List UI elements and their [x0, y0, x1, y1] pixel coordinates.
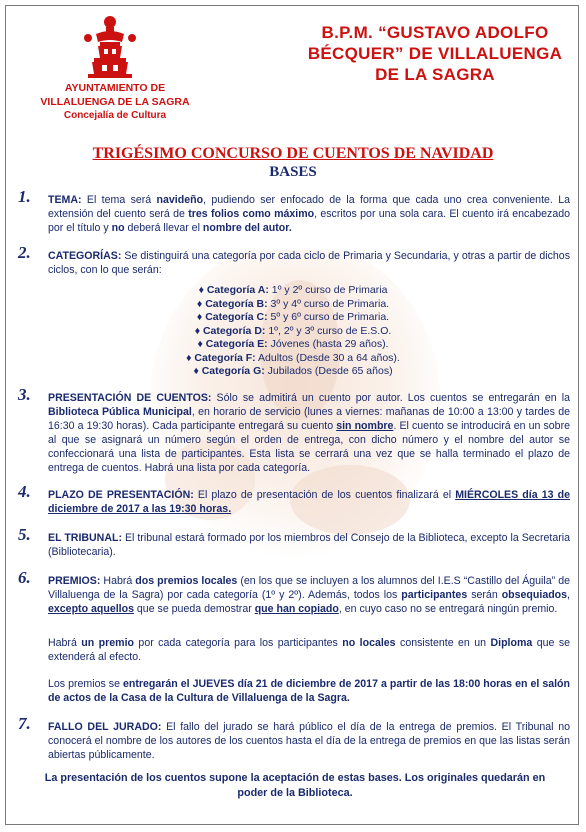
section-plazo [18, 482, 570, 516]
category-name: Categoría A: [206, 284, 269, 296]
category-desc: Jubilados (Desde 65 años) [264, 365, 393, 377]
bold-text: navideño [156, 194, 204, 206]
section-body [48, 531, 570, 559]
section-body [48, 488, 570, 516]
text: Sólo se admitirá un cuento por autor. Los cuentos se entregarán en la [211, 392, 570, 404]
category-desc: 1º y 2º curso de Primaria [268, 284, 388, 296]
bold-text: Biblioteca Pública Municipal [48, 406, 192, 418]
section-categorias [18, 243, 570, 277]
section-label: PRESENTACIÓN DE CUENTOS: [48, 392, 212, 404]
section-body [48, 574, 570, 616]
text: , en cuyo caso no se entregará ningún premio. [338, 603, 558, 615]
text: Habrá [48, 637, 82, 649]
library-name-line2: BÉCQUER” DE VILLALUENGA [307, 44, 563, 63]
document-title: TRIGÉSIMO CONCURSO DE CUENTOS DE NAVIDAD [92, 145, 494, 162]
coat-of-arms-logo [80, 14, 140, 80]
text: que se pueda demostrar [133, 603, 255, 615]
bold-text: un premio [81, 637, 134, 649]
text: El tema será [81, 194, 157, 206]
category-name: Categoría B: [205, 297, 268, 310]
section-label: PREMIOS: [48, 575, 101, 587]
category-name: Categoría G: [201, 365, 265, 377]
department-name: Concejalía de Cultura [63, 110, 167, 121]
text: El plazo de presentación de los cuentos finalizará el [193, 489, 456, 501]
text: (en los que se incluyen a los alumnos del I.E.S “Castillo del Águila” de Villaluenga de la Sagra) por cada categoría (1º y 2º). Además, todos los [48, 575, 570, 601]
text: Los premios se [48, 678, 123, 690]
list-item: ♦ Categoría G: Jubilados (Desde 65 años) [193, 365, 393, 377]
library-name-line3: DE LA SAGRA [375, 65, 495, 84]
section-body [48, 193, 570, 235]
deadline-text: MIÉRCOLES día 13 de diciembre de 2017 a las 19:30 horas. [48, 489, 570, 515]
section-label: EL TRIBUNAL: [48, 532, 122, 544]
category-name: Categoría E: [205, 338, 268, 350]
bold-text: obsequiados [501, 589, 568, 601]
text: por cada categoría para los participantes [134, 637, 343, 649]
text: serán [467, 589, 502, 601]
list-item: ♦ Categoría F: Adultos (Desde 30 a 64 años). [186, 351, 400, 364]
section-body [48, 677, 570, 705]
premios-paragraph-3 [18, 677, 570, 705]
section-label: CATEGORÍAS: [48, 250, 122, 262]
category-desc: 3º y 4º curso de Primaria. [267, 297, 390, 310]
section-number: 5. [18, 525, 31, 544]
text: El tribunal estará formado por los miembros del Consejo de la Biblioteca, excepto la Secretaria (Bibliotecaria). [48, 532, 570, 558]
municipality-header [20, 82, 210, 123]
list-item: ♦ Categoría E: Jóvenes (hasta 29 años). [197, 338, 389, 350]
category-desc: 5º y 6º curso de Primaria. [267, 311, 390, 323]
ayuntamiento-label: AYUNTAMIENTO DE [64, 82, 166, 94]
category-name: Categoría C: [205, 311, 268, 323]
text: Se distinguirá una categoría por cada ciclo de Primaria y Secundaria, y otras a partir de dichos ciclos, con lo que serán: [48, 250, 570, 276]
category-list [0, 284, 586, 379]
library-name-line1: B.P.M. “GUSTAVO ADOLFO [321, 23, 549, 42]
bold-text: dos premios locales [135, 575, 238, 587]
list-item: ♦ Categoría D: 1º, 2º y 3º curso de E.S.O. [194, 324, 392, 337]
category-name: Categoría D: [202, 324, 266, 337]
bold-text: Diploma [490, 637, 533, 649]
premios-paragraph-2 [18, 636, 570, 664]
section-number: 4. [18, 482, 31, 501]
municipality-name: VILLALUENGA DE LA SAGRA [40, 96, 190, 108]
section-label: TEMA: [48, 194, 82, 206]
section-presentacion [18, 385, 570, 475]
section-number: 7. [18, 714, 31, 733]
text: Habrá [100, 575, 136, 587]
text: El fallo del jurado se hará público el día de la entrega de premios. El Tribunal no conocerá el nombre de los autores de los cuentos hasta el día de la entrega de premios en que las listas serán abiertas públicamente. [48, 721, 570, 761]
bold-underlined-text: sin nombre [336, 420, 394, 432]
bold-text: nombre del autor. [202, 222, 292, 234]
bold-underlined-text: excepto aquellos [48, 603, 134, 615]
section-label: PLAZO DE PRESENTACIÓN: [48, 489, 194, 501]
section-number: 1. [18, 187, 31, 206]
section-premios [18, 568, 570, 616]
text: , en horario de servicio (lunes a viernes: mañanas de 10:00 a 13:00 y tardes de 16:30 a 19:30 horas). Cada participante entregará su cuento [48, 406, 570, 432]
text: consistente en un [395, 637, 491, 649]
section-label: FALLO DEL JURADO: [48, 721, 162, 733]
category-desc: 1º, 2º y 3º curso de E.S.O. [265, 324, 392, 337]
category-desc: Jóvenes (hasta 29 años). [267, 338, 389, 350]
section-tema [18, 187, 570, 235]
section-body [48, 391, 570, 475]
text: que se extenderá al efecto. [48, 637, 571, 663]
document-subtitle: BASES [269, 164, 317, 180]
bold-text: no locales [342, 637, 396, 649]
section-fallo [18, 714, 570, 762]
list-item: ♦ Categoría B: 3º y 4º curso de Primaria. [196, 297, 390, 310]
bold-text: tres folios como máximo [188, 208, 315, 220]
category-name: Categoría F: [194, 351, 256, 364]
closing-note: La presentación de los cuentos supone la aceptación de estas bases. Los originales quedarán en poder de la Biblioteca. [44, 772, 546, 799]
section-body [48, 720, 570, 762]
text: . El cuento se introducirá en un sobre al que se asignará un número según el orden de entrega, con dicho número y el nombre del autor se confeccionará una lista de participantes. Esta lista se cerrará una vez que se halla terminado el plazo de entrega de cuentos. Habrá una lista por cada categoría. [48, 420, 570, 474]
bold-text: no [111, 222, 125, 234]
text: deberá llevar el [124, 222, 203, 234]
list-item: ♦ Categoría C: 5º y 6º curso de Primaria. [196, 311, 390, 323]
text: , [567, 589, 570, 601]
section-number: 6. [18, 568, 31, 587]
bold-text: participantes [401, 589, 468, 601]
section-body [48, 249, 570, 277]
text: , pudiendo ser enfocado de la forma que cada uno crea conveniente. La extensión del cuento será de [48, 194, 570, 220]
text: , escritos por una sola cara. El cuento irá encabezado por el título y [48, 208, 570, 234]
section-tribunal [18, 525, 570, 559]
category-desc: Adultos (Desde 30 a 64 años). [255, 351, 400, 364]
library-header [300, 22, 570, 85]
section-number: 2. [18, 243, 31, 262]
list-item: ♦ Categoría A: 1º y 2º curso de Primaria [198, 284, 388, 296]
bold-text: entregarán el JUEVES día 21 de diciembre de 2017 a partir de las 18:00 horas en el salón de actos de la Casa de la Cultura de Villaluenga de la Sagra. [48, 678, 570, 704]
bold-underlined-text: que han copiado [254, 603, 339, 615]
section-number: 3. [18, 385, 31, 404]
section-body [48, 636, 570, 664]
